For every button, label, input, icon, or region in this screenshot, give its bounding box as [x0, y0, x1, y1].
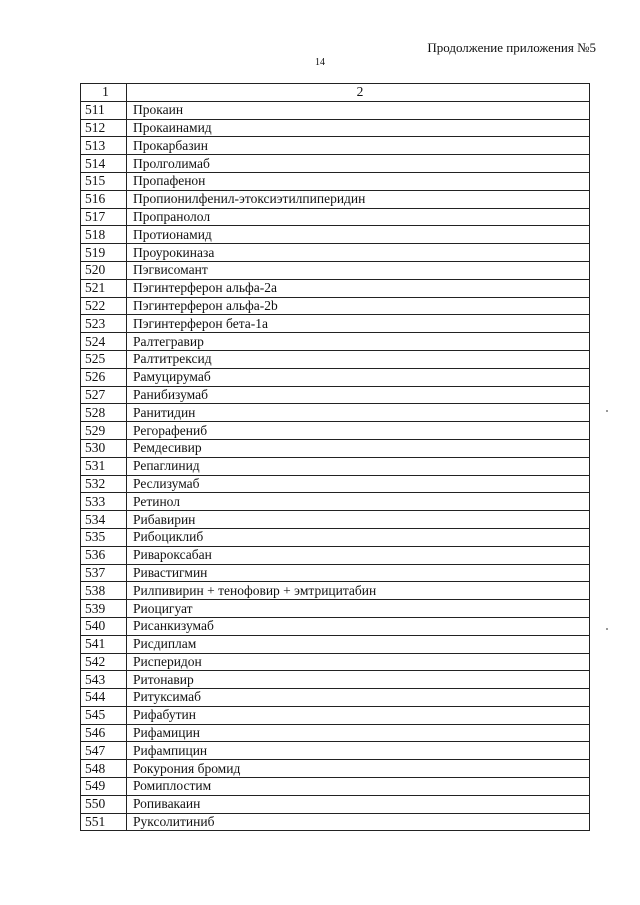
drug-name: Репаглинид — [127, 457, 590, 475]
table-row — [81, 279, 590, 297]
drug-name: Реслизумаб — [127, 475, 590, 493]
drug-name: Ропивакаин — [127, 795, 590, 813]
drug-name: Рибоциклиб — [127, 528, 590, 546]
drug-name: Пэгинтерферон бета-1а — [127, 315, 590, 333]
table-row — [81, 119, 590, 137]
table-row — [81, 528, 590, 546]
page-number: 14 — [315, 57, 325, 68]
table-row — [81, 208, 590, 226]
table-row — [81, 653, 590, 671]
drug-name: Ритуксимаб — [127, 689, 590, 707]
row-number: 526 — [81, 368, 127, 386]
row-number: 527 — [81, 386, 127, 404]
drug-name: Руксолитиниб — [127, 813, 590, 831]
table-row — [81, 350, 590, 368]
row-number: 522 — [81, 297, 127, 315]
table-row — [81, 635, 590, 653]
row-number: 531 — [81, 457, 127, 475]
row-number: 545 — [81, 706, 127, 724]
drug-name: Ранитидин — [127, 404, 590, 422]
drug-name: Ритонавир — [127, 671, 590, 689]
drug-name: Прокаинамид — [127, 119, 590, 137]
drug-name: Риоцигуат — [127, 600, 590, 618]
table-row — [81, 244, 590, 262]
table-row — [81, 600, 590, 618]
table-row — [81, 101, 590, 119]
row-number: 518 — [81, 226, 127, 244]
row-number: 533 — [81, 493, 127, 511]
drug-name: Регорафениб — [127, 422, 590, 440]
drug-name: Рибавирин — [127, 511, 590, 529]
drug-name: Рокурония бромид — [127, 760, 590, 778]
table-row — [81, 760, 590, 778]
row-number: 523 — [81, 315, 127, 333]
drug-name: Рисанкизумаб — [127, 617, 590, 635]
drug-name: Ромиплостим — [127, 778, 590, 796]
table-row — [81, 564, 590, 582]
row-number: 541 — [81, 635, 127, 653]
table-row — [81, 689, 590, 707]
table-header-row — [81, 84, 590, 102]
drug-name: Ралтегравир — [127, 333, 590, 351]
row-number: 536 — [81, 546, 127, 564]
drug-name: Ралтитрексид — [127, 350, 590, 368]
row-number: 521 — [81, 279, 127, 297]
row-number: 513 — [81, 137, 127, 155]
row-number: 515 — [81, 172, 127, 190]
row-number: 514 — [81, 155, 127, 173]
table-row — [81, 404, 590, 422]
column-header-name: 2 — [127, 84, 590, 102]
table-row — [81, 137, 590, 155]
scan-speck — [606, 410, 608, 412]
row-number: 524 — [81, 333, 127, 351]
drug-name: Ремдесивир — [127, 439, 590, 457]
appendix-header: Продолжение приложения №5 — [427, 40, 596, 55]
row-number: 543 — [81, 671, 127, 689]
table-row — [81, 439, 590, 457]
table-row — [81, 795, 590, 813]
table-row — [81, 582, 590, 600]
table-row — [81, 333, 590, 351]
drug-name: Пэгинтерферон альфа-2b — [127, 297, 590, 315]
drug-name: Пэгвисомант — [127, 261, 590, 279]
drug-name: Проурокиназа — [127, 244, 590, 262]
row-number: 535 — [81, 528, 127, 546]
drug-name: Пропафенон — [127, 172, 590, 190]
row-number: 529 — [81, 422, 127, 440]
scan-speck — [606, 628, 608, 630]
table-row — [81, 778, 590, 796]
table-row — [81, 368, 590, 386]
row-number: 519 — [81, 244, 127, 262]
table-row — [81, 386, 590, 404]
table-row — [81, 261, 590, 279]
table-row — [81, 297, 590, 315]
table-row — [81, 172, 590, 190]
row-number: 530 — [81, 439, 127, 457]
row-number: 528 — [81, 404, 127, 422]
row-number: 546 — [81, 724, 127, 742]
row-number: 511 — [81, 101, 127, 119]
drug-name: Протионамид — [127, 226, 590, 244]
drug-name: Ранибизумаб — [127, 386, 590, 404]
row-number: 537 — [81, 564, 127, 582]
row-number: 540 — [81, 617, 127, 635]
table-row — [81, 546, 590, 564]
table-row — [81, 671, 590, 689]
table-row — [81, 511, 590, 529]
table-row — [81, 724, 590, 742]
drug-name: Рифамицин — [127, 724, 590, 742]
drug-name: Пропранолол — [127, 208, 590, 226]
drug-name: Прокаин — [127, 101, 590, 119]
table-row — [81, 422, 590, 440]
drug-name: Прокарбазин — [127, 137, 590, 155]
table-row — [81, 457, 590, 475]
row-number: 516 — [81, 190, 127, 208]
table-row — [81, 706, 590, 724]
row-number: 551 — [81, 813, 127, 831]
drug-name: Пропионилфенил-этоксиэтилпиперидин — [127, 190, 590, 208]
row-number: 538 — [81, 582, 127, 600]
row-number: 549 — [81, 778, 127, 796]
row-number: 539 — [81, 600, 127, 618]
row-number: 532 — [81, 475, 127, 493]
row-number: 517 — [81, 208, 127, 226]
row-number: 525 — [81, 350, 127, 368]
drug-name: Рисдиплам — [127, 635, 590, 653]
drug-name: Пэгинтерферон альфа-2а — [127, 279, 590, 297]
table-row — [81, 493, 590, 511]
row-number: 548 — [81, 760, 127, 778]
drug-name: Рамуцирумаб — [127, 368, 590, 386]
drug-name: Пролголимаб — [127, 155, 590, 173]
drug-name: Ретинол — [127, 493, 590, 511]
row-number: 550 — [81, 795, 127, 813]
drug-name: Ривастигмин — [127, 564, 590, 582]
column-header-number: 1 — [81, 84, 127, 102]
table-row — [81, 190, 590, 208]
drug-name: Ривароксабан — [127, 546, 590, 564]
table-row — [81, 475, 590, 493]
drug-table — [80, 83, 590, 831]
table-row — [81, 813, 590, 831]
row-number: 544 — [81, 689, 127, 707]
row-number: 534 — [81, 511, 127, 529]
table-row — [81, 742, 590, 760]
drug-name: Рифабутин — [127, 706, 590, 724]
table-row — [81, 315, 590, 333]
row-number: 512 — [81, 119, 127, 137]
row-number: 520 — [81, 261, 127, 279]
table-row — [81, 226, 590, 244]
row-number: 547 — [81, 742, 127, 760]
drug-name: Рилпивирин + тенофовир + эмтрицитабин — [127, 582, 590, 600]
drug-name: Рифампицин — [127, 742, 590, 760]
table-row — [81, 617, 590, 635]
drug-name: Рисперидон — [127, 653, 590, 671]
table-row — [81, 155, 590, 173]
row-number: 542 — [81, 653, 127, 671]
